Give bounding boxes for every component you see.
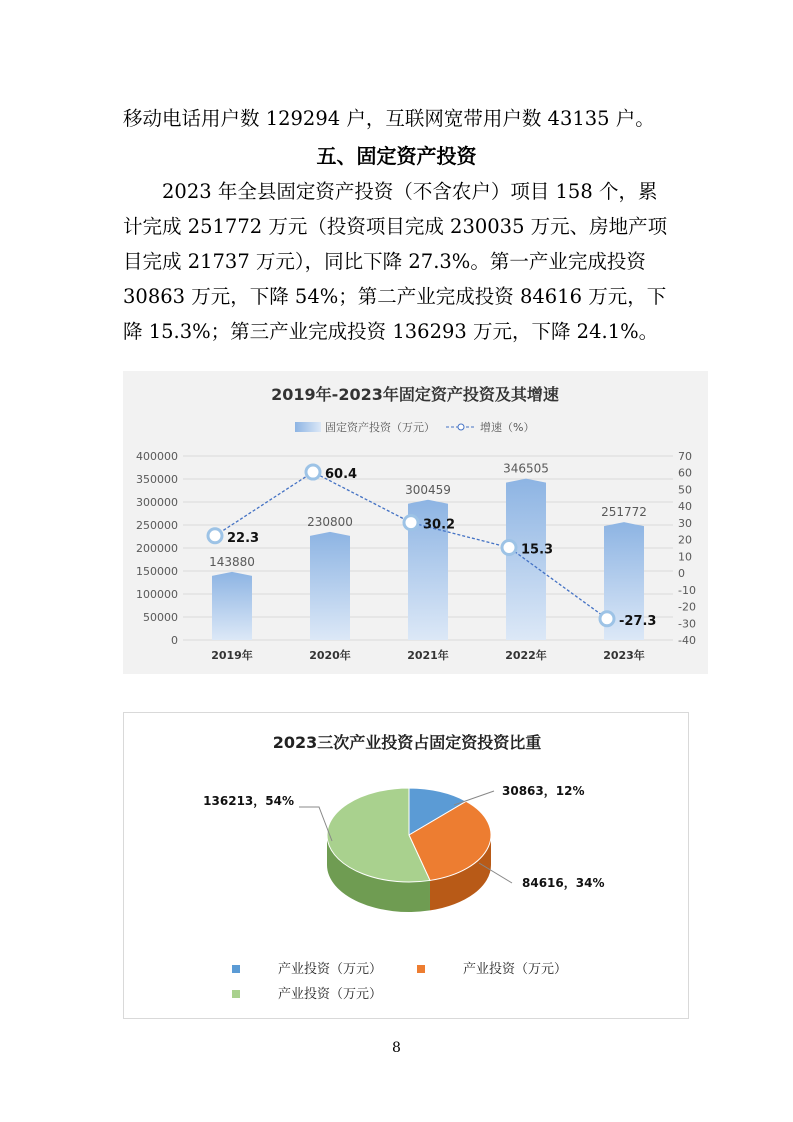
y-right-tick-label: -40 [678, 634, 696, 647]
x-tick-label: 2019年 [211, 649, 253, 662]
x-tick-label: 2021年 [407, 649, 449, 662]
growth-value-label: 30.2 [423, 517, 456, 533]
legend-bar-label: 固定资产投资（万元） [325, 421, 435, 434]
chart-title: 2019年-2023年固定资产投资及其增速 [271, 385, 559, 404]
text-line: 2023 年全县固定资产投资（不含农户）项目 158 个，累 [162, 180, 658, 203]
y-right-tick-label: -10 [678, 583, 696, 597]
y-right-tick-label: 10 [678, 550, 692, 564]
chart-legend [295, 420, 534, 434]
investment-combo-chart [123, 371, 708, 674]
y-right-tick-label: 30 [678, 516, 692, 530]
legend-label: 产业投资（万元） [278, 962, 383, 977]
industry-share-pie-chart [123, 712, 689, 1019]
growth-point [306, 465, 320, 479]
legend-swatch [232, 990, 240, 998]
text-line: 降 15.3%；第三产业完成投资 136293 万元，下降 24.1%。 [123, 320, 659, 343]
y-right-tick-label: 40 [678, 500, 692, 514]
growth-value-label: 15.3 [521, 542, 554, 558]
growth-value-label: 22.3 [227, 530, 260, 546]
growth-value-label: -27.3 [619, 613, 657, 629]
bar [506, 479, 546, 640]
legend-line-label: 增速（%） [480, 421, 535, 434]
y-tick-label: 50000 [143, 611, 178, 624]
y-right-tick-label: -30 [678, 617, 696, 631]
legend-label: 产业投资（万元） [278, 987, 383, 1002]
paragraph-investment [123, 174, 671, 349]
legend-swatch [417, 965, 425, 973]
y-right-tick-label: 50 [678, 483, 692, 497]
investment-chart-svg [123, 371, 708, 674]
growth-point [404, 516, 418, 530]
x-tick-label: 2022年 [505, 649, 547, 662]
bar-value-label: 230800 [307, 514, 353, 529]
y-tick-label: 150000 [136, 565, 178, 578]
slice-data-label: 30863，12% [502, 784, 585, 798]
legend-swatch [232, 965, 240, 973]
legend-bar-swatch [295, 422, 321, 432]
bar-value-label: 251772 [601, 505, 647, 520]
page-number: 8 [392, 1040, 401, 1056]
pie-chart-svg [124, 713, 690, 1020]
growth-point [208, 529, 222, 543]
x-tick-label: 2020年 [309, 649, 351, 662]
y-tick-label: 200000 [136, 542, 178, 555]
chart-title: 2023三次产业投资占固定资投资比重 [272, 733, 542, 752]
y-right-tick-label: 70 [678, 450, 692, 463]
y-tick-label: 300000 [136, 496, 178, 509]
text-line: 目完成 21737 万元），同比下降 27.3%。第一产业完成投资 [123, 250, 646, 273]
section-heading: 五、固定资产投资 [316, 144, 477, 168]
bar [310, 532, 350, 640]
y-right-tick-label: 60 [678, 466, 692, 480]
growth-value-label: 60.4 [325, 467, 358, 483]
bar-value-label: 300459 [405, 482, 451, 497]
bar-value-label: 143880 [209, 554, 255, 569]
y-tick-label: 250000 [136, 519, 178, 532]
y-tick-label: 350000 [136, 473, 178, 486]
legend-label: 产业投资（万元） [463, 962, 568, 977]
y-tick-label: 400000 [136, 450, 178, 463]
legend-line-marker [458, 424, 464, 430]
y-tick-label: 100000 [136, 588, 178, 601]
growth-point [600, 612, 614, 626]
y-right-tick-label: 0 [678, 567, 685, 581]
y-tick-label: 0 [171, 634, 178, 647]
slice-data-label: 136213，54% [203, 794, 294, 808]
growth-point [502, 540, 516, 554]
text-line: 计完成 251772 万元（投资项目完成 230035 万元、房地产项 [123, 215, 668, 238]
paragraph-telecom [123, 101, 671, 136]
bar-value-label: 346505 [503, 461, 549, 476]
x-tick-label: 2023年 [603, 649, 645, 662]
text-line: 移动电话用户数 129294 户，互联网宽带用户数 43135 户。 [123, 107, 655, 130]
y-right-tick-label: -20 [678, 600, 696, 614]
bar [212, 572, 252, 640]
text-line: 30863 万元，下降 54%；第二产业完成投资 84616 万元，下 [123, 285, 667, 308]
y-right-tick-label: 20 [678, 533, 692, 547]
slice-data-label: 84616，34% [522, 876, 605, 890]
